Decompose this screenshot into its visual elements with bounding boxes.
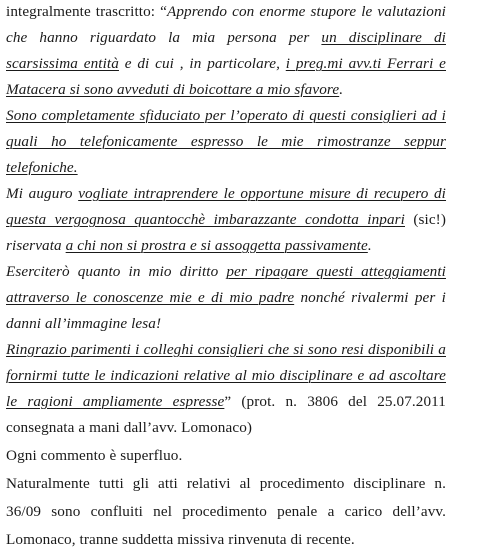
text-segment: Sono completamente sfiduciato per l’operato di questi consiglieri ad i (6, 107, 446, 124)
text-segment: Naturalmente tutti gli atti relativi al procedimento disciplinare n. (6, 475, 446, 492)
text-segment: consegnata a mani dall’avv. Lomonaco) (6, 419, 253, 436)
text-line-21 (6, 530, 446, 550)
text-segment: e di cui , in particolare, (118, 55, 286, 72)
text-segment: un disciplinare di (321, 29, 446, 46)
text-segment: per ripagare questi atteggiamenti (226, 263, 446, 280)
text-segment: le ragioni ampliamente espresse (6, 393, 225, 410)
text-segment: i preg.mi avv.ti Ferrari e (285, 55, 446, 72)
text-segment: . (339, 81, 344, 98)
text-line-13 (6, 314, 446, 334)
text-line-20 (6, 502, 446, 522)
text-segment: riservata (6, 237, 66, 254)
text-line-17 (6, 418, 446, 438)
text-line-12 (6, 288, 446, 308)
text-segment: . (367, 237, 372, 254)
text-line-5 (6, 106, 446, 126)
text-segment: ” (prot. n. 3806 del 25.07.2011 (224, 393, 446, 410)
text-line-11 (6, 262, 446, 282)
text-segment: Ringrazio parimenti i colleghi consiglieri che si sono resi disponibili a (6, 341, 446, 358)
text-segment: telefoniche. (6, 159, 78, 176)
text-segment: che hanno riguardato la mia persona per (6, 29, 322, 46)
text-segment: Apprendo con enorme stupore le valutazioni (166, 3, 446, 20)
text-line-19 (6, 474, 446, 494)
text-segment: integralmente trascritto: “ (6, 3, 167, 20)
text-segment: a chi non si prostra e si assoggetta passivamente (65, 237, 368, 254)
text-segment: vogliate intraprendere le opportune misure di recupero di (78, 185, 447, 202)
text-line-4 (6, 80, 446, 100)
text-segment: scarsissima entità (6, 55, 119, 72)
text-line-8 (6, 184, 446, 204)
text-segment: Eserciterò quanto in mio diritto (6, 263, 227, 280)
text-segment: quali ho telefonicamente espresso le mie rimostranze seppur (6, 133, 446, 150)
text-segment: Matacera si sono avveduti di boicottare a mio sfavore (6, 81, 340, 98)
text-line-14 (6, 340, 446, 360)
text-line-1 (6, 2, 446, 22)
text-line-9 (6, 210, 446, 230)
text-line-15 (6, 366, 446, 386)
text-line-3 (6, 54, 446, 74)
text-line-6 (6, 132, 446, 152)
text-segment: nonché rivalermi per i (294, 289, 446, 306)
text-line-7 (6, 158, 446, 178)
text-segment: 36/09 sono confluiti nel procedimento penale a carico dell’avv. (6, 503, 446, 520)
text-segment: Lomonaco, tranne suddetta missiva rinvenuta di recente. (6, 531, 355, 548)
text-segment: Mi auguro (6, 185, 79, 202)
text-line-2 (6, 28, 446, 48)
text-line-18 (6, 446, 446, 466)
text-segment: Ogni commento è superfluo. (6, 447, 183, 464)
text-segment: fornirmi tutte le indicazioni relative al mio disciplinare e ad ascoltare (6, 367, 446, 384)
text-segment: (sic!) (405, 211, 446, 228)
text-segment: danni all’immagine lesa! (6, 315, 162, 332)
text-line-16 (6, 392, 446, 412)
text-segment: questa vergognosa quantocchè imbarazzante condotta inpari (6, 211, 405, 228)
text-segment: attraverso le conoscenze mie e di mio padre (6, 289, 295, 306)
text-line-10 (6, 236, 446, 256)
